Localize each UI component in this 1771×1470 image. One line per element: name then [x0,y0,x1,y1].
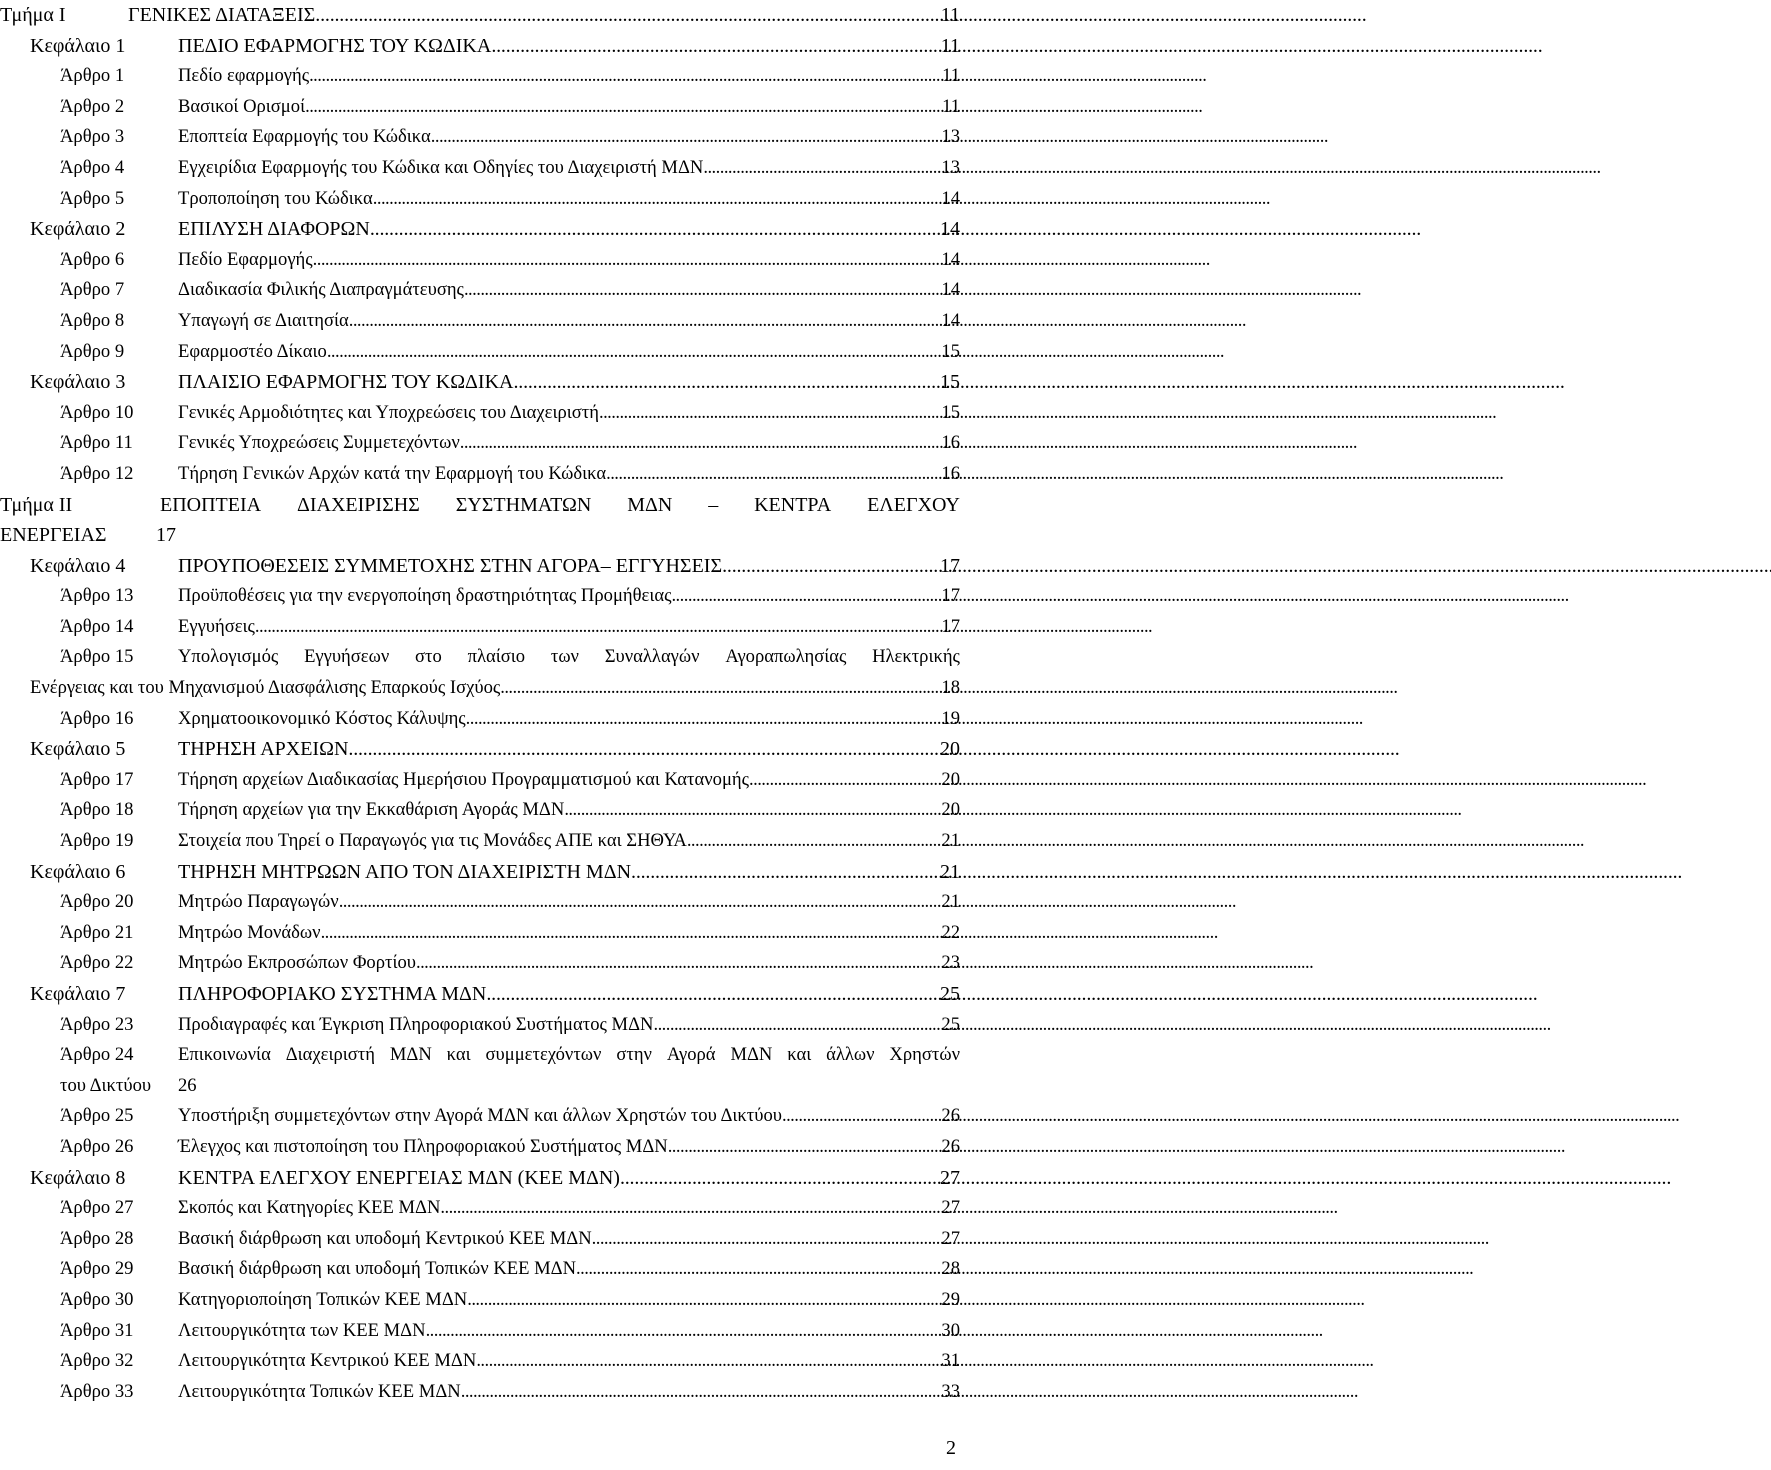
toc-page-number: 11 [940,4,960,26]
toc-entry-title: Μητρώο Εκπροσώπων Φορτίου [178,952,416,974]
toc-row[interactable] [0,490,960,521]
toc-entry[interactable] [178,948,960,979]
toc-entry[interactable] [128,0,960,31]
toc-entry-title: Λειτουργικότητα των ΚΕΕ ΜΔΝ [178,1319,426,1341]
toc-row[interactable] [0,0,960,31]
dot-leader [327,337,938,368]
toc-entry-label: Άρθρο 2 [60,95,125,117]
toc-entry[interactable] [178,275,960,306]
toc-entry-title: ΚΕΝΤΡΑ ΕΛΕΓΧΟΥ ΕΝΕΡΓΕΙΑΣ ΜΔΝ (ΚΕΕ ΜΔΝ) [178,1166,620,1189]
toc-row[interactable] [0,428,960,459]
toc-entry[interactable] [178,1193,960,1224]
toc-entry[interactable] [178,306,960,337]
toc-entry-title: Σκοπός και Κατηγορίες ΚΕΕ ΜΔΝ [178,1197,441,1219]
toc-entry[interactable] [178,337,960,368]
toc-entry-title: Τήρηση αρχείων για την Εκκαθάριση Αγοράς ΜΔΝ [178,799,565,821]
toc-row[interactable] [0,734,960,765]
toc-entry[interactable] [178,765,960,796]
toc-entry-title: Λειτουργικότητα Τοπικών ΚΕΕ ΜΔΝ [178,1380,461,1402]
toc-page-number: 11 [942,95,960,117]
toc-page-number: 11 [942,65,960,87]
toc-page-number: 25 [940,983,960,1005]
toc-entry-label: Κεφάλαιο 1 [30,34,126,57]
toc-entry-title: Προϋποθέσεις για την ενεργοποίηση δραστηριότητας Προμήθειας [178,585,672,607]
dot-leader [349,306,938,337]
toc-entry-title: Μητρώο Παραγωγών [178,891,339,913]
toc-entry-label: Άρθρο 6 [60,248,125,270]
toc-entry-label: Άρθρο 8 [60,309,125,331]
toc-page-number: 16 [941,462,960,484]
toc-entry-label: Κεφάλαιο 5 [30,738,126,761]
toc-entry[interactable] [178,826,960,857]
toc-page-number: 18 [941,677,960,699]
dot-leader [671,581,937,612]
toc-entry-title: Κατηγοριοποίηση Τοπικών ΚΕΕ ΜΔΝ [178,1288,468,1310]
toc-entry-title: Τροποποίηση του Κώδικα [178,187,373,209]
toc-page-number: 33 [941,1380,960,1402]
toc-entry[interactable] [178,1224,960,1255]
dot-leader [339,887,938,918]
toc-entry-label: Κεφάλαιο 8 [30,1166,126,1189]
toc-entry-title: Πεδίο εφαρμογής [178,65,310,87]
toc-row[interactable] [0,306,960,337]
toc-page-number: 15 [940,371,960,394]
dot-leader [500,673,937,704]
toc-page-number: 17 [940,554,960,577]
toc-entry[interactable] [178,918,960,949]
toc-row[interactable] [0,1377,960,1408]
toc-entry-label: Άρθρο 4 [60,156,125,178]
toc-row[interactable] [0,704,960,735]
toc-entry[interactable] [178,979,960,1010]
toc-entry[interactable] [178,612,960,643]
toc-page-number: 14 [941,279,960,301]
toc-entry-title [178,642,960,673]
toc-entry-label: Κεφάλαιο 4 [30,554,126,577]
toc-entry-continued: ΕΝΕΡΓΕΙΑΣ [0,524,107,547]
toc-entry-continued: του Δικτύου [60,1074,152,1096]
toc-entry-title: Εγγυήσεις [178,615,255,637]
toc-row[interactable] [0,918,960,949]
toc-entry[interactable] [178,1163,960,1194]
dot-leader [440,1193,937,1224]
dot-leader [687,826,938,857]
toc-entry[interactable] [178,551,960,582]
toc-row[interactable] [0,275,960,306]
toc-entry-label: Άρθρο 25 [60,1105,134,1127]
dot-leader [749,765,937,796]
dot-leader [476,1346,937,1377]
toc-row[interactable] [0,61,960,92]
toc-entry-title: ΕΠΙΛΥΣΗ ΔΙΑΦΟΡΩΝ [178,218,370,241]
toc-entry-title: Βασική διάρθρωση και υποδομή Τοπικών ΚΕΕ ΜΔΝ [178,1258,577,1280]
toc-page-number: 14 [941,187,960,209]
toc-row[interactable] [0,1163,960,1194]
toc-row[interactable] [0,459,960,490]
toc-entry-title: Γενικές Υποχρεώσεις Συμμετεχόντων [178,432,460,454]
toc-page-number: 19 [941,707,960,729]
toc-page-number: 15 [941,340,960,362]
toc-entry[interactable] [178,1285,960,1316]
toc-page-number: 15 [941,401,960,423]
toc-page-number: 20 [941,799,960,821]
toc-row[interactable] [0,826,960,857]
toc-entry[interactable] [178,92,960,123]
toc-page-number: 16 [941,432,960,454]
toc-entry[interactable] [178,1132,960,1163]
toc-entry[interactable] [178,857,960,888]
toc-entry-title: Εφαρμοστέο Δίκαιο [178,340,327,362]
toc-entry-label: Άρθρο 9 [60,340,125,362]
toc-entry[interactable] [178,245,960,276]
dot-leader [464,275,937,306]
toc-entry-label: Άρθρο 1 [60,65,125,87]
toc-entry-label: Τμήμα ΙΙ [0,493,73,516]
dot-leader [255,612,937,643]
toc-page-number: 21 [941,891,960,913]
toc-row[interactable] [0,367,960,398]
dot-leader [631,857,936,888]
toc-page-number: 17 [941,615,960,637]
toc-page-number: 17 [156,524,176,547]
toc-entry-title: Τήρηση Γενικών Αρχών κατά την Εφαρμογή του Κώδικα [178,462,607,484]
dot-leader [722,551,936,582]
toc-row[interactable] [0,979,960,1010]
toc-entry-title: Χρηματοοικονομικό Κόστος Κάλυψης [178,707,466,729]
dot-leader [460,428,938,459]
toc-entry-label: Άρθρο 24 [60,1044,134,1066]
toc-entry[interactable] [30,673,960,704]
toc-entry[interactable] [178,1346,960,1377]
toc-entry-label: Άρθρο 11 [60,432,133,454]
dot-leader [305,92,938,123]
dot-leader [576,1254,937,1285]
toc-page-number: 14 [941,309,960,331]
toc-page-number: 30 [941,1319,960,1341]
dot-leader [467,1285,937,1316]
toc-row[interactable] [0,765,960,796]
toc-entry-label: Άρθρο 19 [60,830,134,852]
toc-row[interactable] [0,1316,960,1347]
toc-entry-label: Άρθρο 18 [60,799,134,821]
dot-leader [426,1316,938,1347]
toc-entry-label: Τμήμα Ι [0,4,66,26]
toc-entry-title-justified: ΕΠΟΠΤΕΙΑ ΔΙΑΧΕΙΡΙΣΗΣ ΣΥΣΤΗΜΑΤΩΝ ΜΔΝ – ΚΕΝΤΡΑ ΕΛΕΓΧΟΥ [160,493,960,516]
toc-entry-label: Άρθρο 26 [60,1135,134,1157]
toc-page-number: 20 [941,768,960,790]
toc-entry-label: Κεφάλαιο 2 [30,218,126,241]
toc-entry[interactable] [178,1010,960,1041]
dot-leader [592,1224,938,1255]
toc-entry-label: Άρθρο 13 [60,585,134,607]
toc-entry[interactable] [178,153,960,184]
toc-entry[interactable] [178,459,960,490]
toc-row[interactable] [0,1040,960,1071]
toc-page-number: 27 [941,1197,960,1219]
toc-page-number: 29 [941,1288,960,1310]
dot-leader [653,1010,937,1041]
toc-row[interactable] [0,398,960,429]
toc-row[interactable] [0,92,960,123]
dot-leader [313,245,938,276]
toc-page-number: 31 [941,1350,960,1372]
dot-leader [431,122,938,153]
toc-row[interactable] [0,1224,960,1255]
toc-page-number: 26 [178,1074,197,1096]
dot-leader [370,214,936,245]
toc-row[interactable] [0,184,960,215]
toc-entry-label: Άρθρο 16 [60,707,134,729]
toc-entry-label: Άρθρο 31 [60,1319,134,1341]
toc-entry-title: Εγχειρίδια Εφαρμογής του Κώδικα και Οδηγίες του Διαχειριστή ΜΔΝ [178,156,704,178]
toc-entry-title: ΤΗΡΗΣΗ ΜΗΤΡΩΩΝ ΑΠΟ ΤΟΝ ΔΙΑΧΕΙΡΙΣΤΗ ΜΔΝ [178,860,632,883]
toc-row[interactable] [0,795,960,826]
dot-leader [466,704,938,735]
toc-entry-title: Πεδίο Εφαρμογής [178,248,313,270]
toc-row[interactable] [0,1101,960,1132]
toc-entry[interactable] [178,581,960,612]
dot-leader [373,184,938,215]
toc-entry[interactable] [178,1254,960,1285]
toc-entry-label: Άρθρο 29 [60,1258,134,1280]
dot-leader [620,1163,936,1194]
toc-row[interactable] [0,1132,960,1163]
toc-entry[interactable] [178,795,960,826]
toc-entry-title: ΠΕΔΙΟ ΕΦΑΡΜΟΓΗΣ ΤΟΥ ΚΩΔΙΚΑ [178,34,492,57]
toc-entry[interactable] [178,122,960,153]
toc-row[interactable] [0,122,960,153]
toc-entry-label: Άρθρο 17 [60,768,134,790]
toc-row[interactable] [0,612,960,643]
toc-entry-title: Ενέργειας και του Μηχανισμού Διασφάλισης Επαρκούς Ισχύος [30,677,501,699]
toc-entry-title: Διαδικασία Φιλικής Διαπραγμάτευσης [178,279,464,301]
dot-leader [315,0,936,31]
toc-entry-label: Άρθρο 15 [60,646,134,668]
toc-entry-title: ΓΕΝΙΚΕΣ ΔΙΑΤΑΞΕΙΣ [128,4,316,26]
toc-entry[interactable] [178,1316,960,1347]
toc-entry-label: Άρθρο 33 [60,1380,134,1402]
toc-row[interactable] [0,337,960,368]
toc-entry-title-justified: Υπολογισμός Εγγυήσεων στο πλαίσιο των Συναλλαγών Αγοραπωλησίας Ηλεκτρικής [178,646,960,668]
toc-entry-title: Έλεγχος και πιστοποίηση του Πληροφοριακού Συστήματος ΜΔΝ [178,1135,668,1157]
toc-entry[interactable] [178,704,960,735]
toc-page-number: 27 [941,1227,960,1249]
toc-entry[interactable] [178,31,960,62]
toc-page-number: 13 [941,156,960,178]
toc-entry[interactable] [178,734,960,765]
toc-entry[interactable] [178,428,960,459]
toc-page-number: 26 [941,1135,960,1157]
toc-entry[interactable] [178,214,960,245]
toc-entry-label: Άρθρο 21 [60,921,134,943]
dot-leader [782,1101,937,1132]
toc-row[interactable] [0,1285,960,1316]
dot-leader [668,1132,938,1163]
toc-row[interactable] [0,153,960,184]
toc-row-continued[interactable] [0,673,960,704]
toc-page-number: 21 [941,830,960,852]
toc-entry[interactable] [178,184,960,215]
dot-leader [703,153,937,184]
toc-entry-title: ΤΗΡΗΣΗ ΑΡΧΕΙΩΝ [178,738,349,761]
dot-leader [461,1377,938,1408]
toc-page-number: 25 [941,1013,960,1035]
toc-entry-label: Άρθρο 12 [60,462,134,484]
toc-entry-label: Κεφάλαιο 6 [30,860,126,883]
toc-page-number: 14 [941,248,960,270]
toc-entry[interactable] [178,398,960,429]
toc-page-number: 20 [940,738,960,761]
toc-row[interactable] [0,1193,960,1224]
toc-entry-title: Γενικές Αρμοδιότητες και Υποχρεώσεις του Διαχειριστή [178,401,599,423]
toc-row[interactable] [0,31,960,62]
toc-row-continued [0,520,960,551]
toc-entry-title: Υπαγωγή σε Διαιτησία [178,309,349,331]
page-number: 2 [946,1437,956,1459]
toc-row[interactable] [0,642,960,673]
dot-leader [606,459,937,490]
toc-entry-title: ΠΛΗΡΟΦΟΡΙΑΚΟ ΣΥΣΤΗΜΑ ΜΔΝ [178,983,487,1005]
dot-leader [491,31,936,62]
toc-page-number: 11 [940,34,960,57]
toc-entry-title: ΠΡΟΥΠΟΘΕΣΕΙΣ ΣΥΜΜΕΤΟΧΗΣ ΣΤΗΝ ΑΓΟΡΑ– ΕΓΓΥΗΣΕΙΣ [178,554,723,577]
toc-entry[interactable] [178,1101,960,1132]
toc-entry-label: Άρθρο 32 [60,1350,134,1372]
toc-entry-label: Άρθρο 20 [60,891,134,913]
toc-entry-label: Άρθρο 22 [60,952,134,974]
toc-entry-label: Άρθρο 5 [60,187,125,209]
toc-entry-label: Κεφάλαιο 3 [30,371,126,394]
toc-entry-title: Λειτουργικότητα Κεντρικού ΚΕΕ ΜΔΝ [178,1350,477,1372]
dot-leader [321,918,938,949]
toc-page-number: 22 [941,921,960,943]
toc-entry-label: Άρθρο 14 [60,615,134,637]
dot-leader [416,948,937,979]
toc-row[interactable] [0,214,960,245]
toc-page-number: 13 [941,126,960,148]
toc-entry-title-justified: Επικοινωνία Διαχειριστή ΜΔΝ και συμμετεχόντων στην Αγορά ΜΔΝ και άλλων Χρηστών [178,1044,960,1066]
toc-entry[interactable] [178,367,960,398]
toc-entry-label: Άρθρο 3 [60,126,125,148]
toc-entry-label: Άρθρο 10 [60,401,134,423]
dot-leader [348,734,936,765]
toc-entry[interactable] [178,61,960,92]
toc-entry-title: Στοιχεία που Τηρεί ο Παραγωγός για τις Μονάδες ΑΠΕ και ΣΗΘΥΑ [178,830,687,852]
toc-row[interactable] [0,857,960,888]
dot-leader [513,367,936,398]
toc-entry[interactable] [178,1377,960,1408]
dot-leader [599,398,937,429]
toc-entry-title: Προδιαγραφές και Έγκριση Πληροφοριακού Συστήματος ΜΔΝ [178,1013,654,1035]
toc-entry-label: Άρθρο 27 [60,1197,134,1219]
toc-page-number: 26 [941,1105,960,1127]
toc-entry-title [178,1040,960,1071]
toc-entry-label: Κεφάλαιο 7 [30,983,126,1005]
toc-row[interactable] [0,887,960,918]
toc-row[interactable] [0,1254,960,1285]
toc-page-number: 14 [940,218,960,241]
dot-leader [564,795,937,826]
toc-entry-title: Βασική διάρθρωση και υποδομή Κεντρικού ΚΕΕ ΜΔΝ [178,1227,592,1249]
toc-entry-title: Μητρώο Μονάδων [178,921,321,943]
toc-entry-label: Άρθρο 23 [60,1013,134,1035]
dot-leader [486,979,936,1010]
toc-entry-title: Τήρηση αρχείων Διαδικασίας Ημερήσιου Προγραμματισμού και Κατανομής [178,768,749,790]
toc-entry-title: Εποπτεία Εφαρμογής του Κώδικα [178,126,431,148]
toc-entry-label: Άρθρο 30 [60,1288,134,1310]
toc-row[interactable] [0,1346,960,1377]
toc-entry-label: Άρθρο 7 [60,279,125,301]
toc-entry[interactable] [178,887,960,918]
toc-entry-label: Άρθρο 28 [60,1227,134,1249]
toc-entry-title [160,490,960,521]
toc-page-number: 17 [941,585,960,607]
toc-page-number: 23 [941,952,960,974]
toc-page-number: 21 [940,860,960,883]
dot-leader [309,61,938,92]
toc-row[interactable] [0,948,960,979]
toc-row[interactable] [0,551,960,582]
toc-page-number: 28 [941,1258,960,1280]
toc-entry-title: Υποστήριξη συμμετεχόντων στην Αγορά ΜΔΝ και άλλων Χρηστών του Δικτύου [178,1105,782,1127]
toc-row[interactable] [0,581,960,612]
toc-entry-title: ΠΛΑΙΣΙΟ ΕΦΑΡΜΟΓΗΣ ΤΟΥ ΚΩΔΙΚΑ [178,371,514,394]
toc-row[interactable] [0,1010,960,1041]
toc-entry-title: Βασικοί Ορισμοί [178,95,306,117]
toc-row-continued [0,1071,960,1102]
toc-row[interactable] [0,245,960,276]
toc-page-number: 27 [940,1166,960,1189]
